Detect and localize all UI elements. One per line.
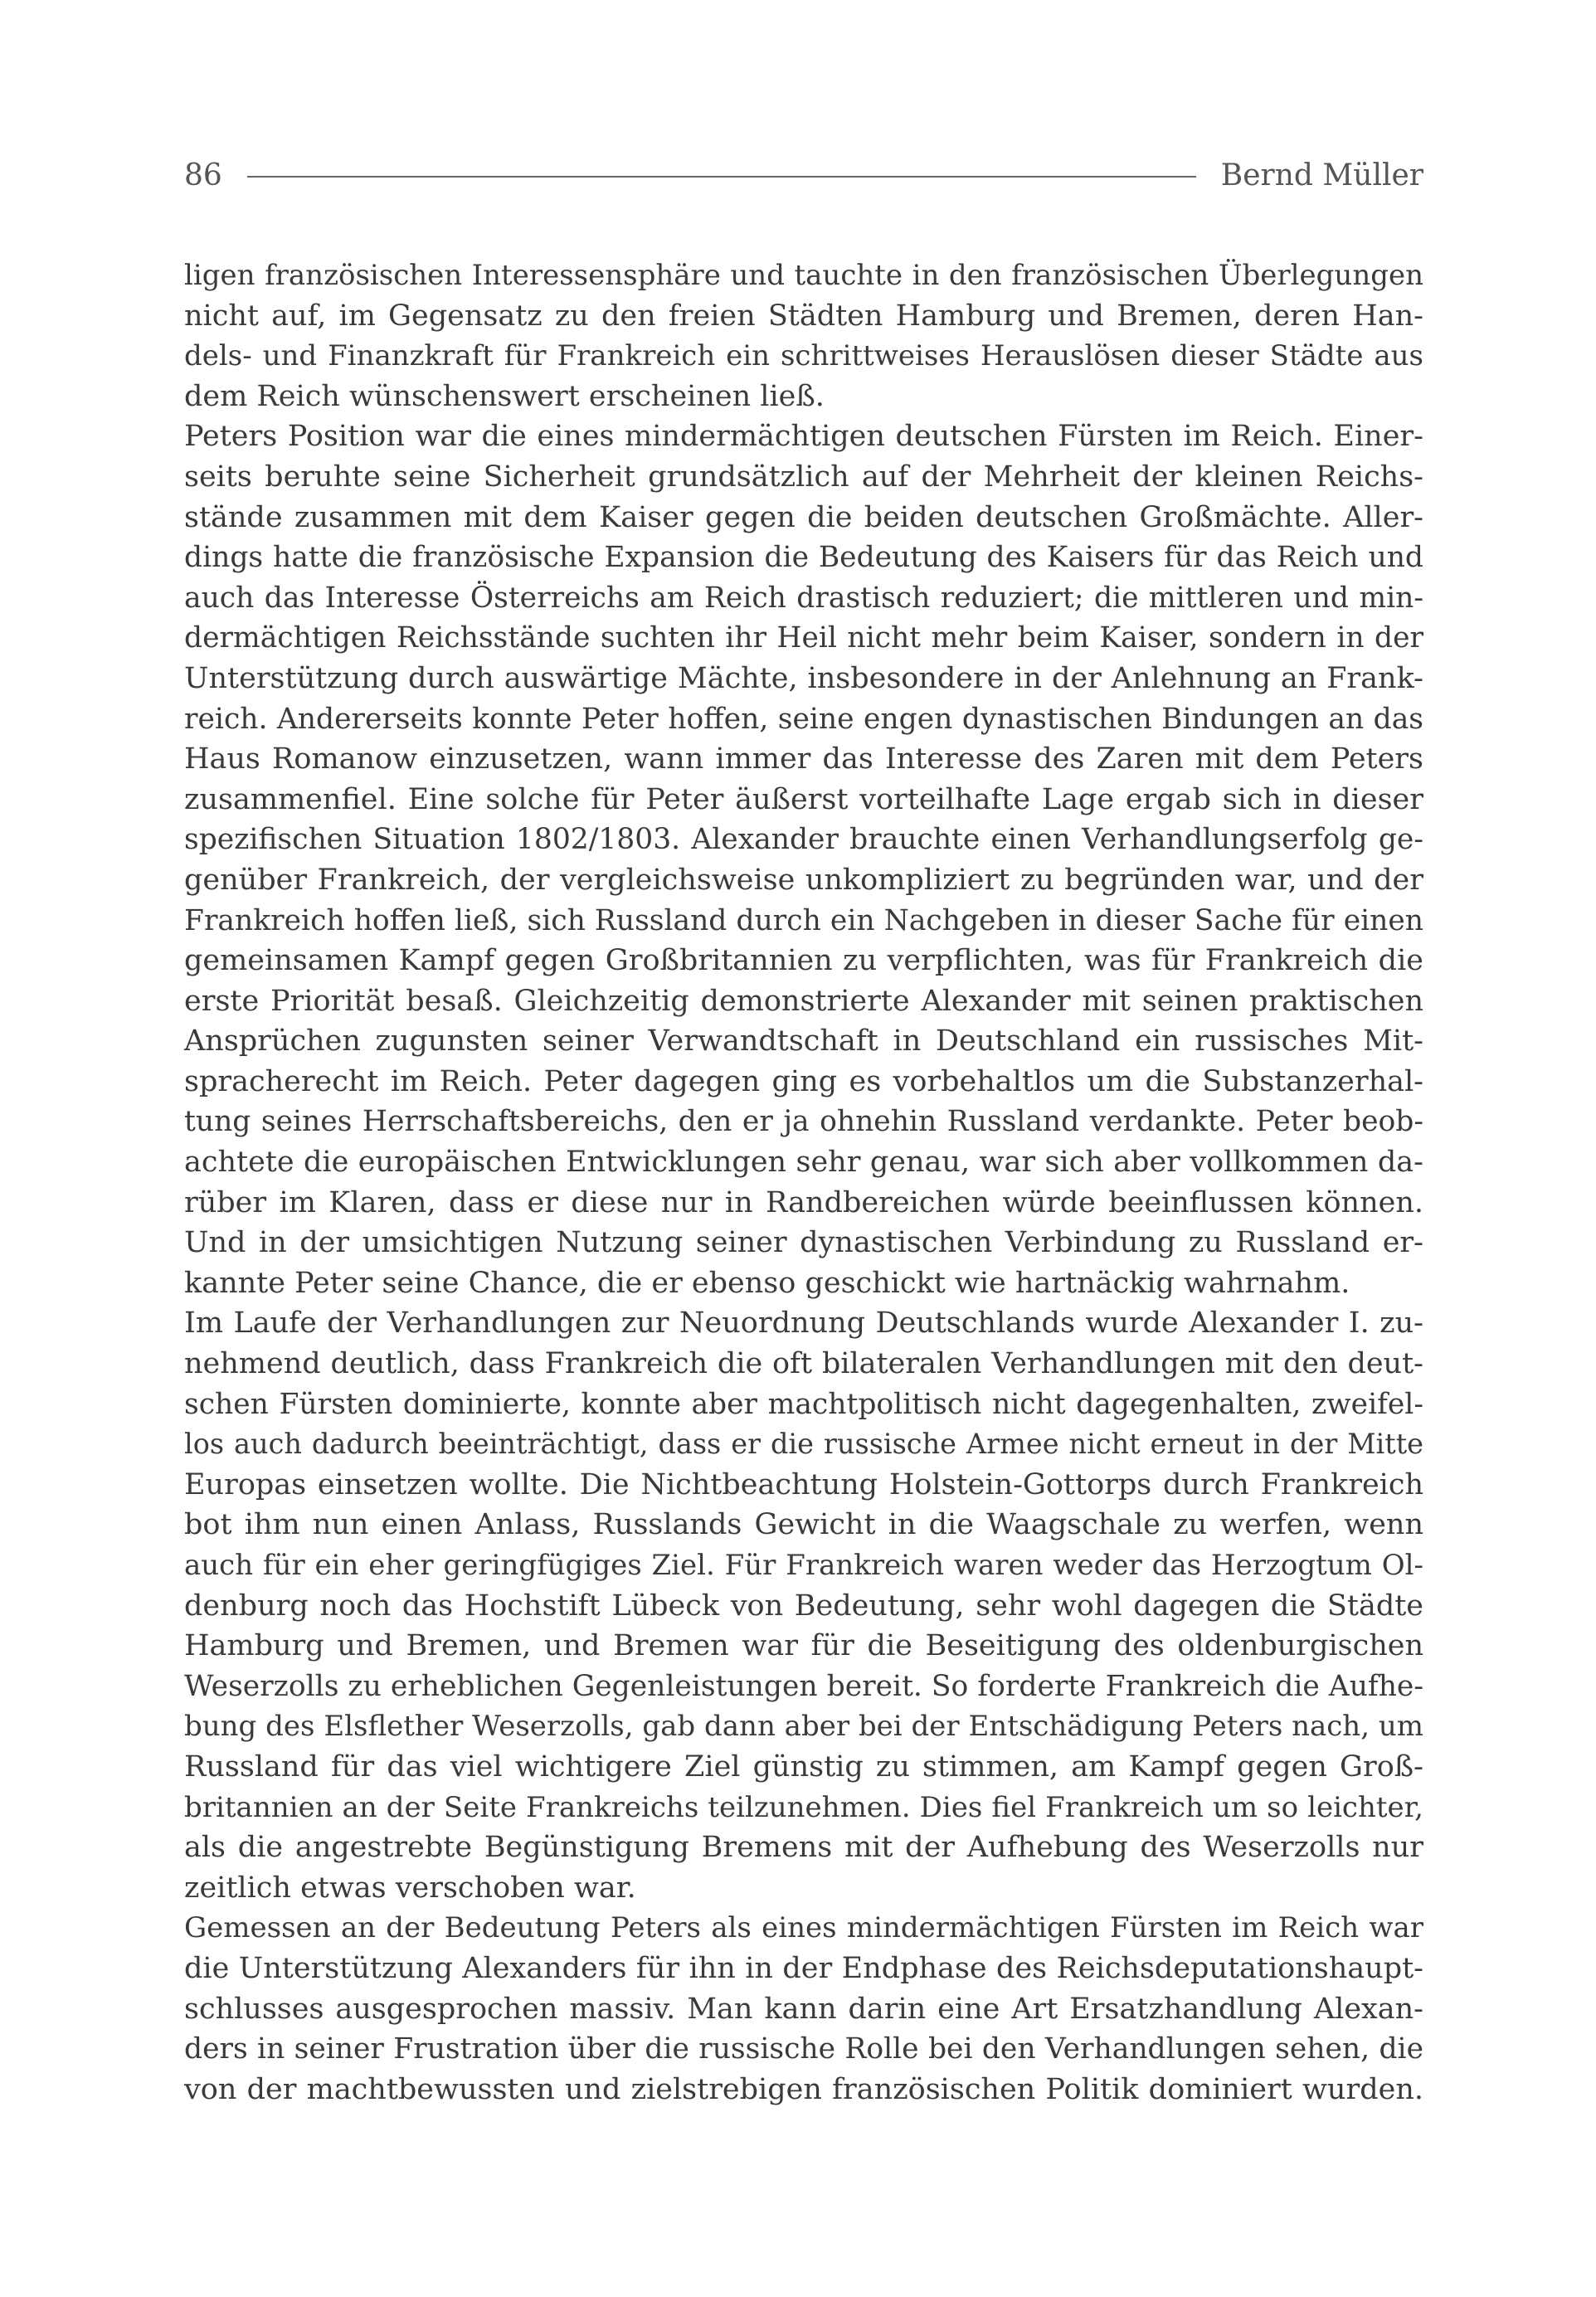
text-line: Und in der umsichtigen Nutzung seiner dynastischen Verbindung zu Russland er- (184, 1226, 1423, 1260)
text-line: Russland für das viel wichtigere Ziel günstig zu stimmen, am Kampf gegen Groß- (184, 1750, 1423, 1784)
running-header (184, 154, 1423, 196)
text-line: seits beruhte seine Sicherheit grundsätzlich auf der Mehrheit der kleinen Reichs- (184, 460, 1423, 494)
text-line: schlusses ausgesprochen massiv. Man kann darin eine Art Ersatzhandlung Alexan- (184, 1992, 1423, 2026)
text-line: zusammenfiel. Eine solche für Peter äußerst vorteilhafte Lage ergab sich in dieser (184, 782, 1423, 816)
text-line: nehmend deutlich, dass Frankreich die oft bilateralen Verhandlungen mit den deut- (184, 1347, 1423, 1381)
text-line: Unterstützung durch auswärtige Mächte, insbesondere in der Anlehnung an Frank- (184, 661, 1423, 695)
text-line: nicht auf, im Gegensatz zu den freien Städten Hamburg und Bremen, deren Han- (184, 299, 1423, 333)
text-line: spracherecht im Reich. Peter dagegen ging es vorbehaltlos um die Substanzerhal- (184, 1064, 1423, 1098)
text-line: Haus Romanow einzusetzen, wann immer das Interesse des Zaren mit dem Peters (184, 742, 1423, 776)
text-line: britannien an der Seite Frankreichs teilzunehmen. Dies fiel Frankreich um so leichter, (184, 1790, 1423, 1824)
text-line: bung des Elsflether Weserzolls, gab dann aber bei der Entschädigung Peters nach, um (184, 1710, 1423, 1744)
text-line: denburg noch das Hochstift Lübeck von Bedeutung, sehr wohl dagegen die Städte (184, 1589, 1423, 1623)
text-line: Europas einsetzen wollte. Die Nichtbeachtung Holstein-Gottorps durch Frankreich (184, 1467, 1423, 1501)
text-line: achtete die europäischen Entwicklungen sehr genau, war sich aber vollkommen da- (184, 1146, 1423, 1180)
running-author: Bernd Müller (1220, 158, 1423, 192)
text-line: rüber im Klaren, dass er diese nur in Randbereichen würde beeinflussen können. (184, 1185, 1423, 1219)
text-line: los auch dadurch beeinträchtigt, dass er die russische Armee nicht erneut in der Mitte (184, 1428, 1423, 1461)
text-line: genüber Frankreich, der vergleichsweise unkompliziert zu begründen war, und der (184, 863, 1423, 897)
text-line: kannte Peter seine Chance, die er ebenso geschickt wie hartnäckig wahrnahm. (184, 1266, 1350, 1300)
text-line: Frankreich hoffen ließ, sich Russland durch ein Nachgeben in dieser Sache für einen (184, 903, 1423, 937)
text-line: Hamburg und Bremen, und Bremen war für die Beseitigung des oldenburgischen (184, 1629, 1423, 1663)
text-line: Ansprüchen zugunsten seiner Verwandtschaft in Deutschland ein russisches Mit- (184, 1024, 1423, 1058)
text-line: dels- und Finanzkraft für Frankreich ein schrittweises Herauslösen dieser Städte aus (184, 339, 1423, 373)
text-line: erste Priorität besaß. Gleichzeitig demonstrierte Alexander mit seinen praktischen (184, 984, 1423, 1018)
text-line: bot ihm nun einen Anlass, Russlands Gewicht in die Waagschale zu werfen, wenn (184, 1508, 1423, 1542)
page-number: 86 (184, 158, 222, 192)
text-line: Gemessen an der Bedeutung Peters als eines mindermächtigen Fürsten im Reich war (184, 1911, 1423, 1945)
text-line: gemeinsamen Kampf gegen Großbritannien zu verpflichten, was für Frankreich die (184, 944, 1423, 978)
header-rule (247, 176, 1196, 178)
text-line: auch für ein eher geringfügiges Ziel. Für Frankreich waren weder das Herzogtum Ol- (184, 1549, 1423, 1582)
text-line: reich. Andererseits konnte Peter hoffen, seine engen dynastischen Bindungen an das (184, 702, 1423, 736)
text-line: spezifischen Situation 1802/1803. Alexander brauchte einen Verhandlungserfolg ge- (184, 823, 1423, 857)
text-line: ders in seiner Frustration über die russische Rolle bei den Verhandlungen sehen, die (184, 2032, 1423, 2066)
text-line: die Unterstützung Alexanders für ihn in der Endphase des Reichsdeputationshaupt- (184, 1951, 1423, 1985)
text-line: dermächtigen Reichsstände suchten ihr Heil nicht mehr beim Kaiser, sondern in der (184, 621, 1423, 655)
text-line: Im Laufe der Verhandlungen zur Neuordnung Deutschlands wurde Alexander I. zu- (184, 1307, 1423, 1341)
text-line: als die angestrebte Begünstigung Bremens mit der Aufhebung des Weserzolls nur (184, 1831, 1423, 1865)
text-line: auch das Interesse Österreichs am Reich drastisch reduziert; die mittleren und min- (184, 581, 1423, 615)
text-line: zeitlich etwas verschoben war. (184, 1871, 636, 1905)
text-line: von der machtbewussten und zielstrebigen französischen Politik dominiert wurden. (184, 2072, 1423, 2106)
body-text (184, 255, 1423, 2110)
text-line: dings hatte die französische Expansion die Bedeutung des Kaisers für das Reich und (184, 541, 1423, 575)
text-line: ligen französischen Interessensphäre und tauchte in den französischen Überlegungen (184, 259, 1423, 292)
text-line: Peters Position war die eines mindermächtigen deutschen Fürsten im Reich. Einer- (184, 420, 1423, 454)
text-line: Weserzolls zu erheblichen Gegenleistungen bereit. So forderte Frankreich die Aufhe- (184, 1669, 1423, 1703)
text-line: stände zusammen mit dem Kaiser gegen die beiden deutschen Großmächte. Aller- (184, 500, 1423, 534)
text-line: dem Reich wünschenswert erscheinen ließ. (184, 379, 825, 413)
text-line: schen Fürsten dominierte, konnte aber machtpolitisch nicht dagegenhalten, zweifel- (184, 1387, 1423, 1421)
text-line: tung seines Herrschaftsbereichs, den er ja ohnehin Russland verdankte. Peter beob- (184, 1105, 1423, 1139)
